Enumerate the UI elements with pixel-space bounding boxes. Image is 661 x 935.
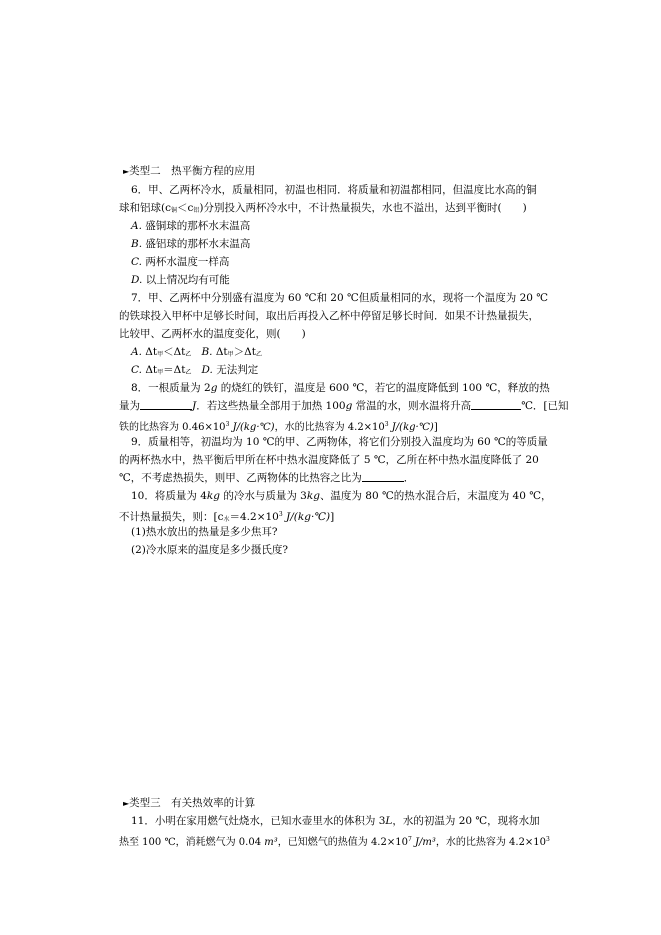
q6-line2: 球和铝球(c铜＜c铝)分别投入两杯冷水中，不计热量损失，水也不溢出，达到平衡时( ): [119, 202, 527, 214]
q6-option-c: C. 两杯水温度一样高: [131, 256, 230, 268]
triangle-marker-icon: ►: [123, 167, 130, 176]
q9-line2: 的两杯热水中，热平衡后甲所在杯中热水温度降低了 5 ℃，乙所在杯中热水温度降低了 20: [119, 454, 539, 466]
q10-line1: 10．将质量为 4kg 的冷水与质量为 3kg、温度为 80 ℃的热水混合后，末温度为 40 ℃，: [131, 490, 552, 502]
q9-line1: 9．质量相等，初温均为 10 ℃的甲、乙两物体，将它们分别投入温度均为 60 ℃的等质量: [131, 436, 548, 448]
q10-sub2: (2)冷水原来的温度是多少摄氏度?: [131, 544, 289, 556]
q7-line3: 比较甲、乙两杯水的温度变化，则( ): [119, 328, 306, 340]
q11-line1: 11．小明在家用燃气灶烧水，已知水壶里水的体积为 3L，水的初温为 20 ℃，现将水加: [131, 815, 540, 827]
q7-options-cd: C. Δt甲＝Δt乙 D. 无法判定: [131, 364, 259, 376]
q6-option-b: B. 盛铝球的那杯水末温高: [131, 238, 251, 250]
q8-line2: 量为 J．若这些热量全部用于加热 100g 常温的水，则水温将升高 ℃．[已知: [119, 400, 569, 412]
q8-line1: 8．一根质量为 2g 的烧红的铁钉，温度是 600 ℃，若它的温度降低到 100 ℃，释放的热: [131, 382, 550, 394]
q7-line1: 7．甲、乙两杯中分别盛有温度为 60 ℃和 20 ℃但质量相同的水，现将一个温度为 20 ℃: [131, 292, 549, 304]
answer-blank[interactable]: [362, 471, 404, 482]
q7-line2: 的铁球投入甲杯中足够长时间，取出后再投入乙杯中停留足够长时间．如果不计热量损失，: [119, 310, 539, 322]
q9-line3: ℃，不考虑热损失，则甲、乙两物体的比热容之比为 ．: [119, 472, 415, 484]
section-heading-type3: [123, 795, 255, 813]
q7-options-ab: A. Δt甲＜Δt乙 B. Δt甲＞Δt乙: [131, 346, 262, 358]
q6-line1: 6．甲、乙两杯冷水，质量相同，初温也相同．将质量和初温都相同，但温度比水高的铜: [131, 184, 537, 196]
q11-line2: 热至 100 ℃，消耗燃气为 0.04 m³，已知燃气的热值为 $4.2\times 10^7$ J/m³，水的比热容为 $4.2\times 10^3$: [119, 836, 550, 848]
q6-option-d: D. 以上情况均有可能: [131, 274, 230, 286]
q10-line2: 不计热量损失，则：[c水$=4.2\times 10^3$ J/(kg·℃)]: [119, 511, 335, 523]
answer-blank[interactable]: [140, 399, 192, 410]
answer-blank[interactable]: [471, 399, 521, 410]
section-title: 类型三 有关热效率的计算: [129, 797, 256, 809]
q10-sub1: (1)热水放出的热量是多少焦耳?: [131, 526, 278, 538]
q6-option-a: A. 盛铜球的那杯水末温高: [131, 220, 251, 232]
section-title: 类型二 热平衡方程的应用: [129, 165, 256, 177]
triangle-marker-icon: ►: [123, 799, 130, 808]
section-heading-type2: [123, 163, 255, 181]
q8-line3: 铁的比热容为 $0.46\times 10^3$ J/(kg·℃)，水的比热容为 $4.2\times 10^3$ J/(kg·℃)]: [119, 421, 438, 433]
